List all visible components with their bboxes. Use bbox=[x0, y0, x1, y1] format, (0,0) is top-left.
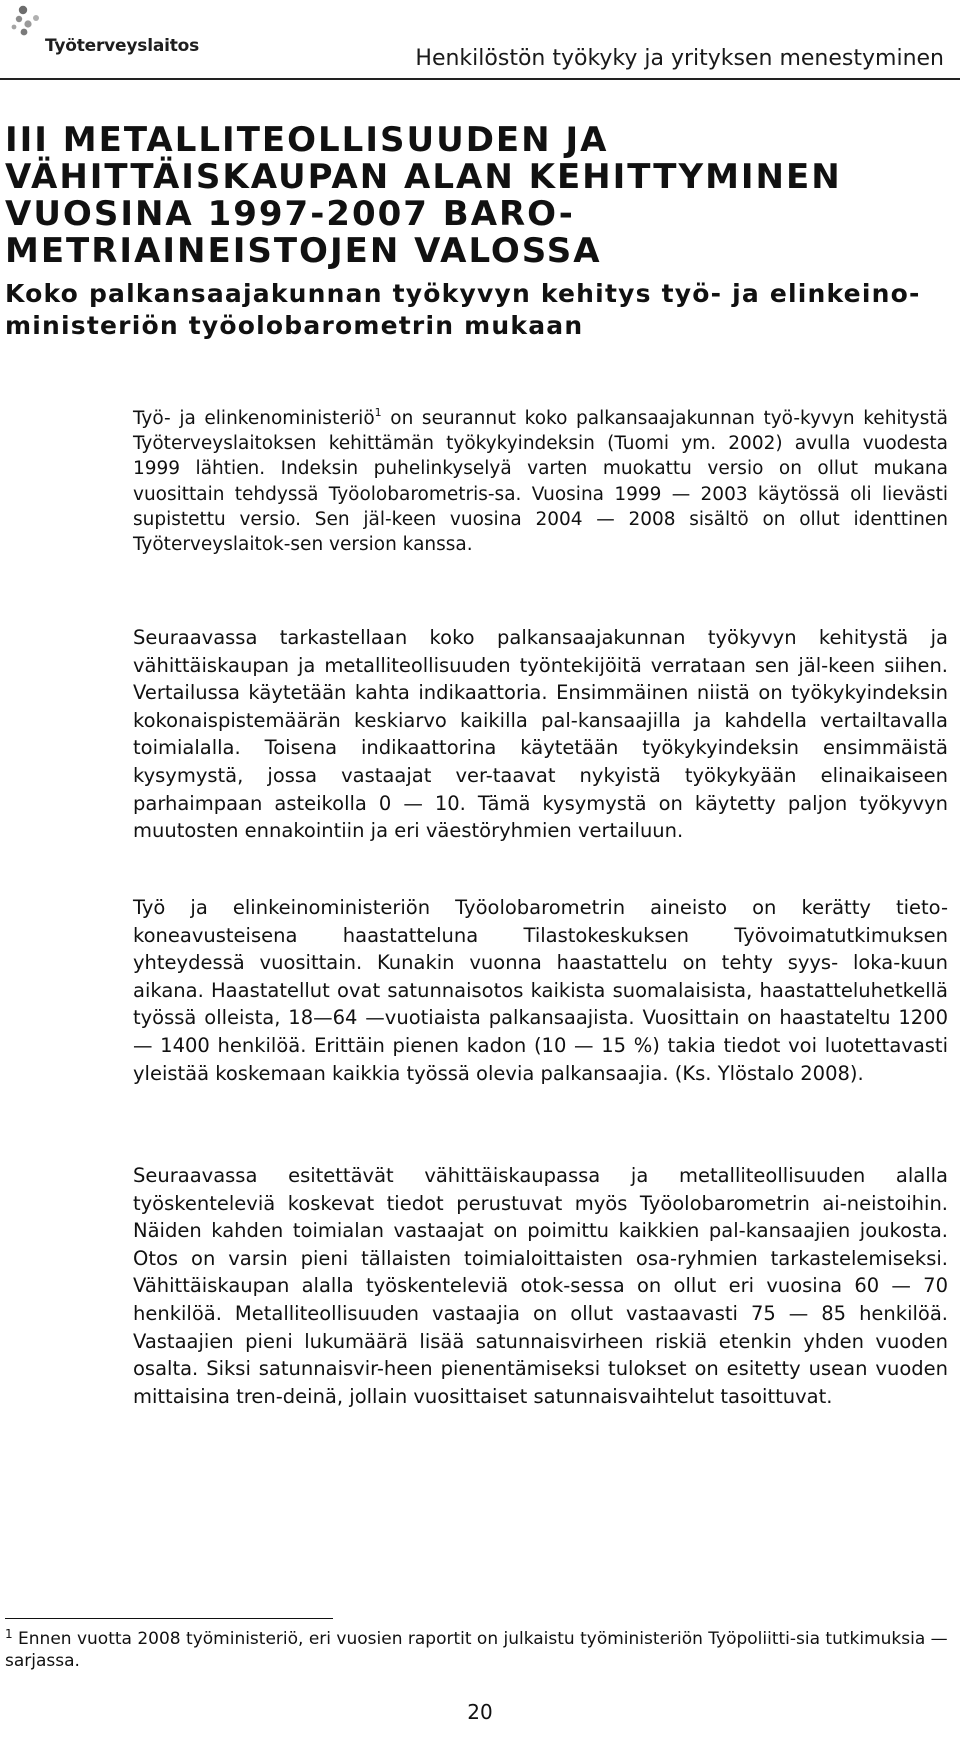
footnote-text: Ennen vuotta 2008 työministeriö, eri vuosien raportit on julkaistu työministeriön Työpoliitti-sia tutkimuksia —sarjassa. bbox=[5, 1629, 948, 1671]
footnote-reference: 1 bbox=[374, 406, 382, 419]
header-rule bbox=[0, 78, 960, 80]
logo-wordmark: Työterveyslaitos bbox=[45, 36, 200, 56]
paragraph-1-lead: Työ- ja elinkenoministeriö bbox=[133, 408, 375, 429]
footnote-rule bbox=[5, 1618, 333, 1619]
chapter-title: III METALLITEOLLISUUDEN JA VÄHITTÄISKAUPAN ALAN KEHITTYMINEN VUOSINA 1997-2007 BARO-METRIAINEISTOJEN VALOSSA bbox=[5, 120, 842, 271]
page-number: 20 bbox=[467, 1700, 493, 1724]
section-heading: Koko palkansaajakunnan työkyvyn kehitys työ- ja elinkeino-ministeriön työolobarometrin mukaan bbox=[5, 279, 921, 340]
paragraph-4: Seuraavassa esitettävät vähittäiskaupassa ja metalliteollisuuden alalla työskenteleviä koskevat tiedot perustuvat myös Työolobarometrin ai-neistoihin. Näiden kahden toimialan vastaajat on poimittu kaikkien pal-kansaajien joukosta. Otos on varsin pieni tällaisten toimialoittaisten osa-ryhmien tarkastelemiseksi. Vähittäiskaupan alalla työskenteleviä otok-sessa on ollut eri vuosina 60 — 70 henkilöä. Metalliteollisuuden vastaajia on ollut vastaavasti 75 — 85 henkilöä. Vastaajien pieni lukumäärä lisää satunnaisvirheen riskiä etenkin yhden vuoden osalta. Siksi satunnaisvir-heen pienentämiseksi tulokset on esitetty usean vuoden mittaisina tren-deinä, jollain vuosittaiset satunnaisvaihtelut tasoittuvat. bbox=[133, 1164, 948, 1408]
tyoterveyslaitos-logo-icon bbox=[10, 2, 50, 42]
paragraph-3: Työ ja elinkeinoministeriön Työolobarometrin aineisto on kerätty tieto-koneavusteisena haastatteluna Tilastokeskuksen Työvoimatutkimuksen yhteydessä vuosittain. Kunakin vuonna haastattelu on tehty syys- loka-kuun aikana. Haastatellut ovat satunnaisotos kaikista suomalaisista, haastatteluhetkellä työssä olleista, 18—64 —vuotiaista palkansaajista. Vuosittain on haastateltu 1200 — 1400 henkilöä. Erittäin pienen kadon (10 — 15 %) takia tiedot voi luotettavasti yleistää koskemaan kaikkia työssä olevia palkansaajia. (Ks. Ylöstalo 2008). bbox=[133, 896, 948, 1085]
paragraph-2: Seuraavassa tarkastellaan koko palkansaajakunnan työkyvyn kehitystä ja vähittäiskaupan ja metalliteollisuuden työntekijöitä verrataan sen jäl-keen siihen. Vertailussa käytetään kahta indikaattoria. Ensimmäinen niistä on työkykyindeksin kokonaispistemäärän keskiarvo kaikilla pal-kansaajilla ja kahdella vertailtavalla toimialalla. Toisena indikaattorina käytetään työkykyindeksin ensimmäistä kysymystä, jossa vastaajat ver-taavat nykyistä työkykyään elinaikaiseen parhaimpaan asteikolla 0 — 10. Tämä kysymystä on käytetty paljon työkyvyn muutosten ennakointiin ja eri väestöryhmien vertailuun. bbox=[133, 626, 948, 843]
running-header: Henkilöstön työkyky ja yrityksen menestyminen bbox=[415, 46, 944, 71]
publisher-logo bbox=[10, 2, 200, 60]
paragraph-1-rest: on seurannut koko palkansaajakunnan työ-kyvyn kehitystä Työterveyslaitoksen kehittämän työkykyindeksin (Tuomi ym. 2002) avulla vuodesta 1999 lähtien. Indeksin puhelinkyselyä varten muokattu versio on ollut mukana vuosittain tehdyssä Työolobarometris-sa. Vuosina 1999 — 2003 käytössä oli lievästi supistettu versio. Sen jäl-keen vuosina 2004 — 2008 sisältö on ollut identtinen Työterveyslaitok-sen version kanssa. bbox=[133, 408, 948, 556]
paragraph-1 bbox=[133, 406, 948, 557]
footnote bbox=[5, 1628, 950, 1672]
footnote-marker: 1 bbox=[5, 1627, 13, 1641]
